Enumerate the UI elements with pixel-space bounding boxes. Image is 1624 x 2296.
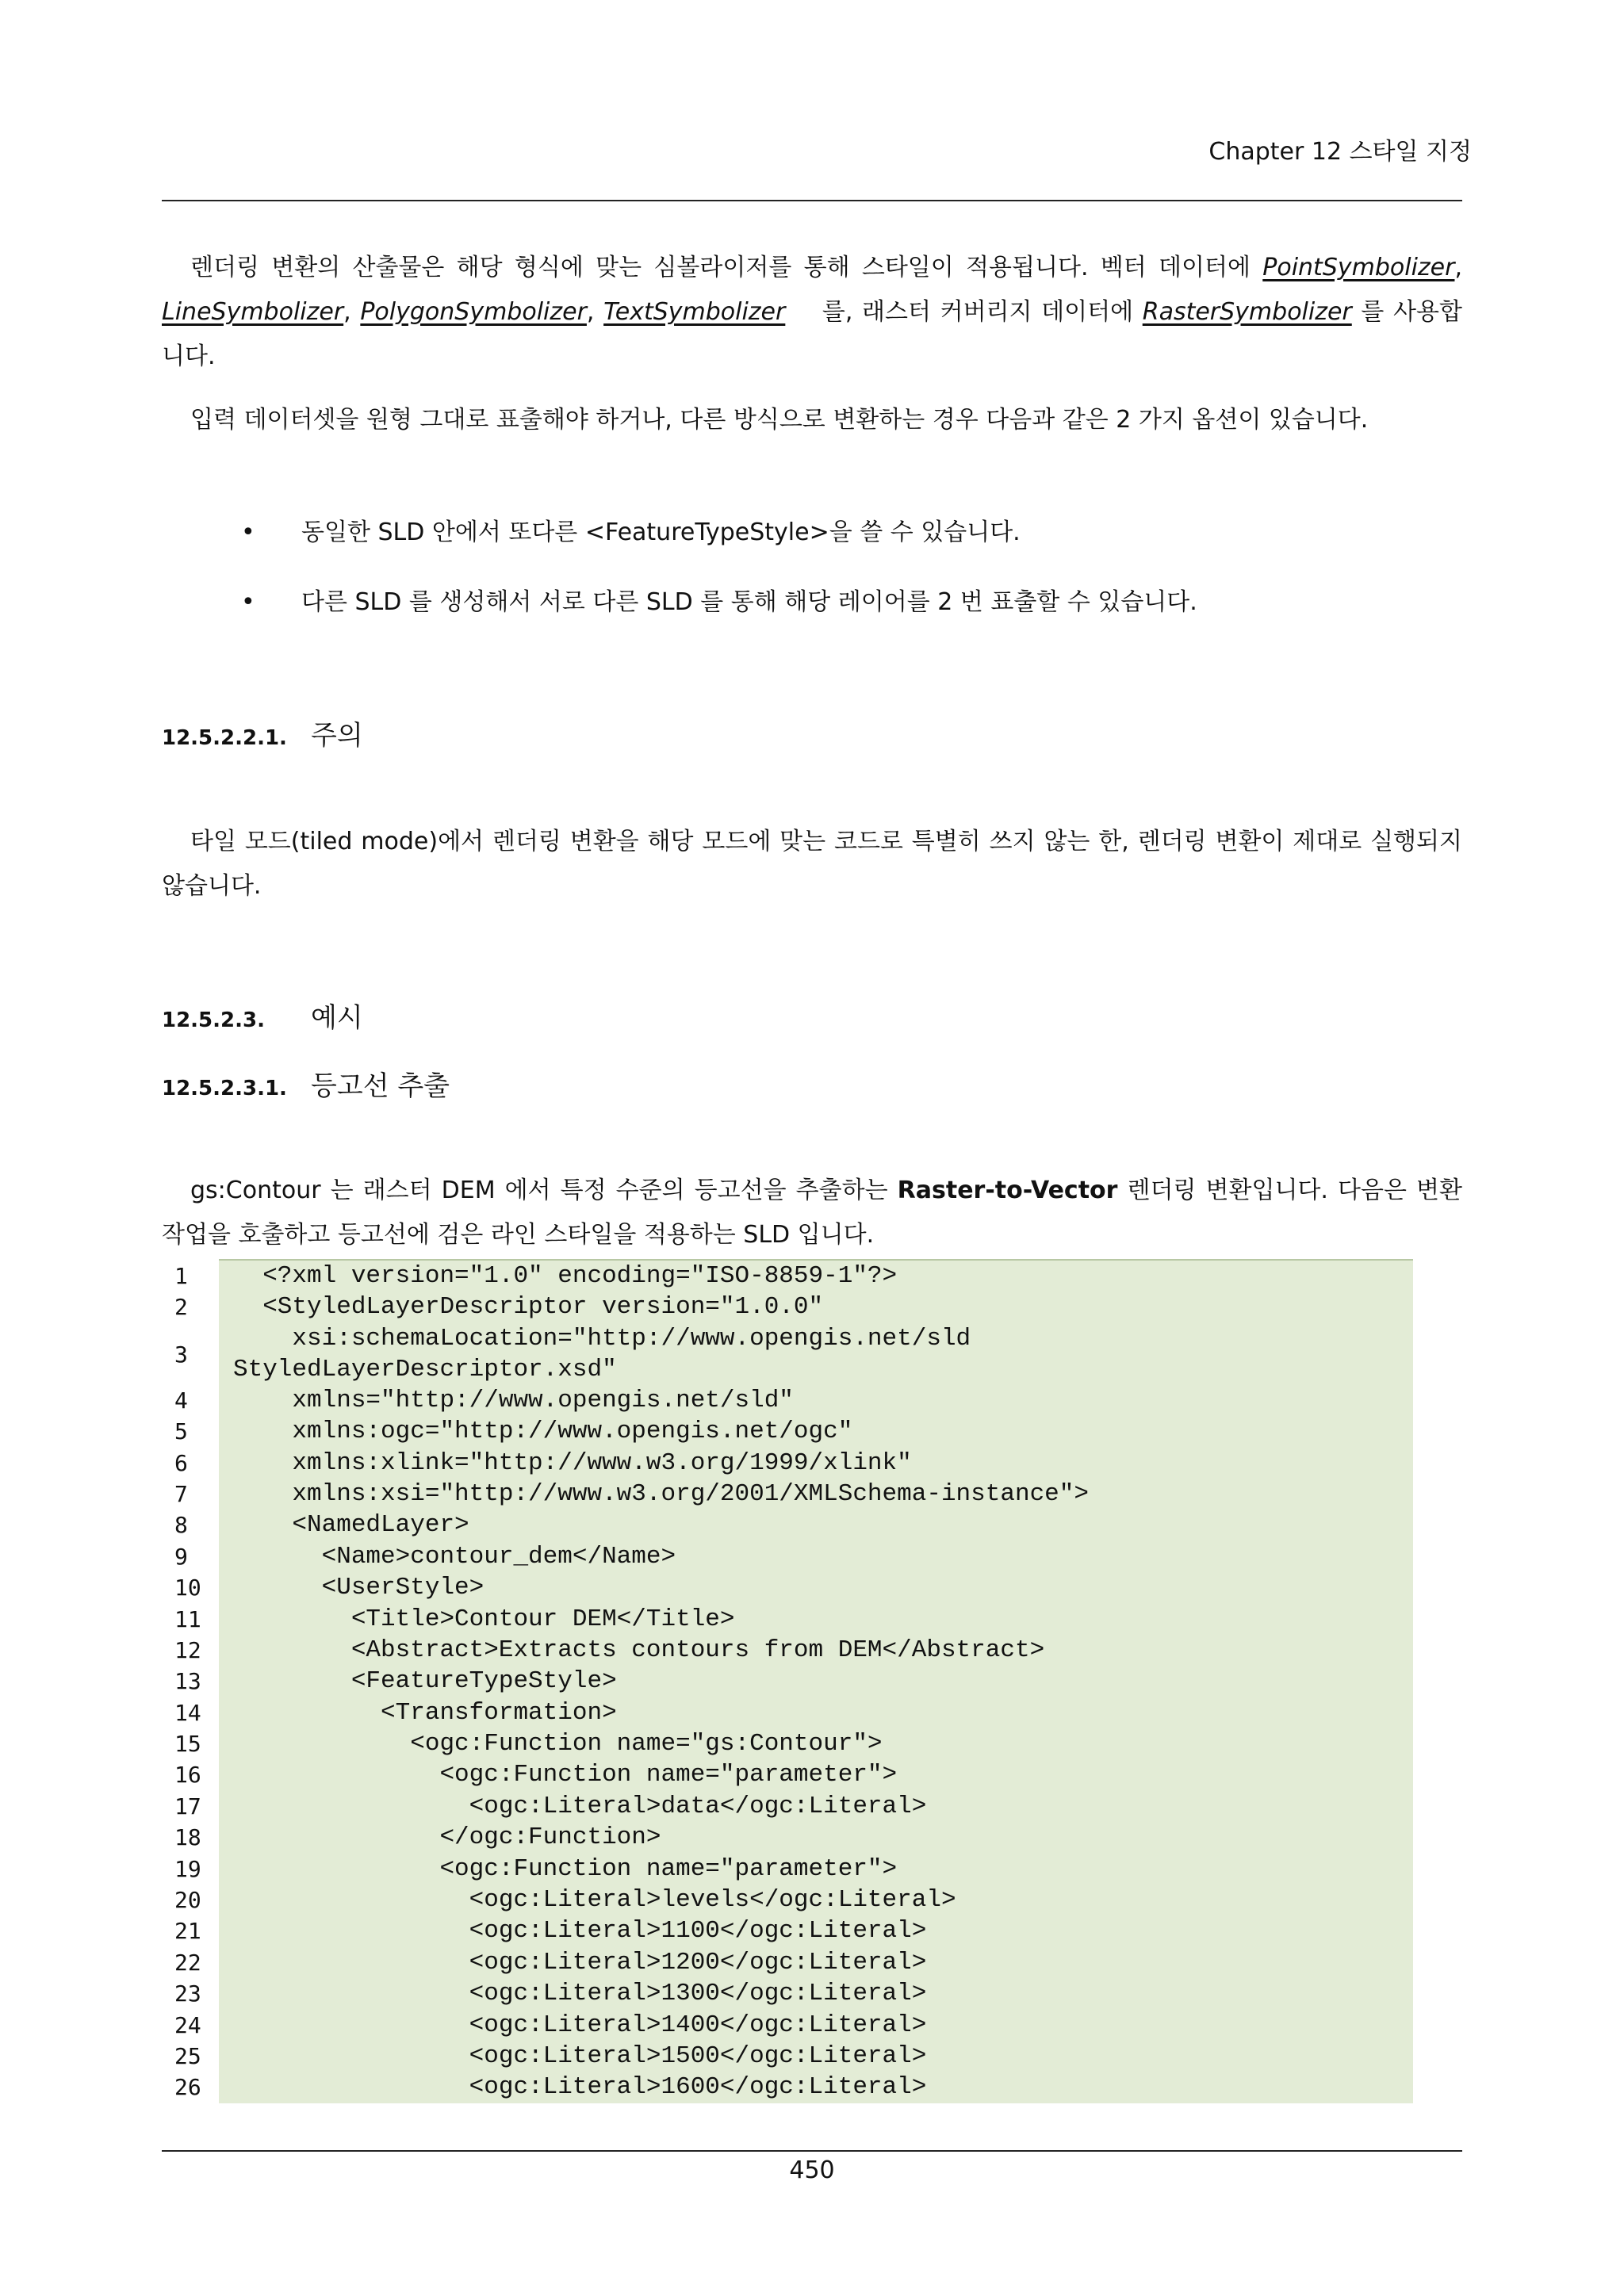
line-number: 6 [174,1449,188,1476]
bullet-dot: • [241,519,255,546]
code-text: <ogc:Function name="parameter"> [219,1759,1413,1790]
line-number: 15 [174,1731,201,1758]
line-number: 13 [174,1668,201,1695]
code-text: <ogc:Literal>1100</ogc:Literal> [219,1915,1413,1946]
paragraph-text: 를, 래스터 커버리지 데이터에 [822,298,1134,326]
code-text: <Transformation> [219,1697,1413,1728]
line-number: 17 [174,1793,201,1820]
link-text-symbolizer[interactable]: TextSymbolizer [603,298,786,326]
link-raster-symbolizer[interactable]: RasterSymbolizer [1142,298,1352,326]
line-number: 22 [174,1949,201,1976]
code-text: <ogc:Literal>1300</ogc:Literal> [219,1978,1413,2009]
paragraph-text: 를 사용합니다. [162,298,1462,370]
line-number: 16 [174,1762,201,1789]
footer-rule [162,2150,1462,2152]
code-line [162,1885,1411,1915]
paragraph-text: 타일 모드(tiled mode)에서 렌더링 변환을 해당 모드에 맞는 코드로 특별히 쓰지 않는 한, 렌더링 변환이 제대로 실행되지 않습니다. [162,828,1462,900]
code-line [162,1947,1411,1978]
code-text: <NamedLayer> [219,1510,1413,1540]
section-number: 12.5.2.3. [162,1008,265,1032]
bullet-text: 동일한 SLD 안에서 또다른 <FeatureTypeStyle>을 쓸 수 있습니다. [301,519,1021,546]
line-number: 19 [174,1855,201,1882]
code-text: <ogc:Literal>levels</ogc:Literal> [219,1885,1413,1915]
code-line [162,1604,1411,1635]
link-polygon-symbolizer[interactable]: PolygonSymbolizer [360,298,587,326]
section-title: 주의 [311,720,363,752]
code-text: <UserStyle> [219,1572,1413,1603]
section-heading-example [162,1001,363,1038]
code-line [162,1541,1411,1572]
paragraph-text: 렌더링 변환입니다. 다음은 변환 작업을 호출하고 등고선에 검은 라인 스타일을 적용하는 SLD 입니다. [162,1177,1462,1249]
line-number: 26 [174,2074,201,2101]
paragraph-symbolizers: 렌더링 변환의 산출물은 해당 형식에 맞는 심볼라이저를 통해 스타일이 적용됩니다. 벡터 데이터에 PointSymbolizer, LineSymbolizer, PolygonSymbolizer, TextSymbolizer 를, 래스터 커버리지 데이터에 RasterSymbolizer 를 사용합니다. [162,254,1462,370]
code-line [162,1416,1411,1447]
code-line [162,1791,1411,1822]
section-title: 등고선 추출 [311,1070,450,1102]
section-heading-caution [162,718,363,756]
code-line [162,2072,1411,2103]
code-text: <Title>Contour DEM</Title> [219,1604,1413,1635]
code-text: <ogc:Literal>1200</ogc:Literal> [219,1947,1413,1978]
line-number: 12 [174,1636,201,1663]
header-rule [162,200,1462,201]
line-number: 20 [174,1887,201,1914]
code-line [162,1510,1411,1540]
line-number: 14 [174,1699,201,1726]
page-number: 450 [789,2156,835,2184]
code-line [162,1448,1411,1479]
paragraph-tiled-mode [162,820,1462,909]
code-text: <ogc:Function name="gs:Contour"> [219,1728,1413,1759]
code-line [162,1728,1411,1759]
paragraph-text: gs:Contour 는 래스터 DEM 에서 특정 수준의 등고선을 추출하는 [190,1177,888,1204]
code-line [162,1822,1411,1853]
link-line-symbolizer[interactable]: LineSymbolizer [162,298,344,326]
code-listing [162,1261,1411,2103]
paragraph-contour-intro [162,1169,1462,1257]
code-line [162,2010,1411,2041]
code-line [162,1479,1411,1510]
running-header: Chapter 12 스타일 지정 [1208,138,1472,166]
line-number: 7 [174,1480,188,1507]
section-number: 12.5.2.2.1. [162,726,287,750]
code-line [162,1292,1411,1322]
code-line [162,1572,1411,1603]
code-line [162,1385,1411,1416]
line-number: 21 [174,1918,201,1945]
line-number: 1 [174,1263,188,1289]
code-text: <ogc:Literal>1400</ogc:Literal> [219,2010,1413,2041]
code-text: xmlns:ogc="http://www.opengis.net/ogc" [219,1416,1413,1447]
line-number: 18 [174,1824,201,1851]
code-text: <ogc:Literal>1500</ogc:Literal> [219,2041,1413,2072]
code-text: <ogc:Literal>1600</ogc:Literal> [219,2072,1413,2103]
section-number: 12.5.2.3.1. [162,1077,287,1100]
code-line [162,2041,1411,2072]
line-number: 9 [174,1543,188,1570]
code-text: <?xml version="1.0" encoding="ISO-8859-1"?> [219,1261,1413,1292]
code-text: <Abstract>Extracts contours from DEM</Abstract> [219,1635,1413,1666]
code-line [162,1635,1411,1666]
section-title: 예시 [311,1002,363,1034]
code-line [162,1261,1411,1292]
paragraph-text: 렌더링 변환의 산출물은 해당 형식에 맞는 심볼라이저를 통해 스타일이 적용됩니다. 벡터 데이터에 [190,254,1251,281]
line-number: 11 [174,1605,201,1632]
link-point-symbolizer[interactable]: PointSymbolizer [1262,254,1455,281]
paragraph-text: 입력 데이터셋을 원형 그대로 표출해야 하거나, 다른 방식으로 변환하는 경우 다음과 같은 2 가지 옵션이 있습니다. [190,406,1369,434]
code-line [162,1759,1411,1790]
code-text: <Name>contour_dem</Name> [219,1541,1413,1572]
code-line [162,1323,1411,1385]
code-text: xsi:schemaLocation="http://www.opengis.net/sld StyledLayerDescriptor.xsd" [219,1323,1413,1385]
code-text: <ogc:Literal>data</ogc:Literal> [219,1791,1413,1822]
line-number: 8 [174,1512,188,1539]
code-text: <StyledLayerDescriptor version="1.0.0" [219,1292,1413,1322]
bullet-text: 다른 SLD 를 생성해서 서로 다른 SLD 를 통해 해당 레이어를 2 번 표출할 수 있습니다. [301,588,1197,616]
line-number: 25 [174,2042,201,2069]
bold-term: Raster-to-Vector [897,1177,1118,1204]
code-line [162,1978,1411,2009]
code-line [162,1697,1411,1728]
bullet-dot: • [241,588,255,616]
code-text: xmlns:xlink="http://www.w3.org/1999/xlink" [219,1448,1413,1479]
code-text: xmlns="http://www.opengis.net/sld" [219,1385,1413,1416]
line-number: 10 [174,1575,201,1601]
paragraph-options [162,398,1462,442]
line-number: 2 [174,1294,188,1321]
code-text: </ogc:Function> [219,1822,1413,1853]
code-line [162,1854,1411,1885]
code-text: <ogc:Function name="parameter"> [219,1854,1413,1885]
line-number: 23 [174,1980,201,2007]
code-text: xmlns:xsi="http://www.w3.org/2001/XMLSchema-instance"> [219,1479,1413,1510]
line-number: 5 [174,1418,188,1445]
line-number: 3 [174,1341,188,1368]
section-heading-contour [162,1069,450,1106]
line-number: 4 [174,1387,188,1414]
code-line [162,1666,1411,1697]
code-text: <FeatureTypeStyle> [219,1666,1413,1697]
line-number: 24 [174,2011,201,2038]
code-line [162,1915,1411,1946]
